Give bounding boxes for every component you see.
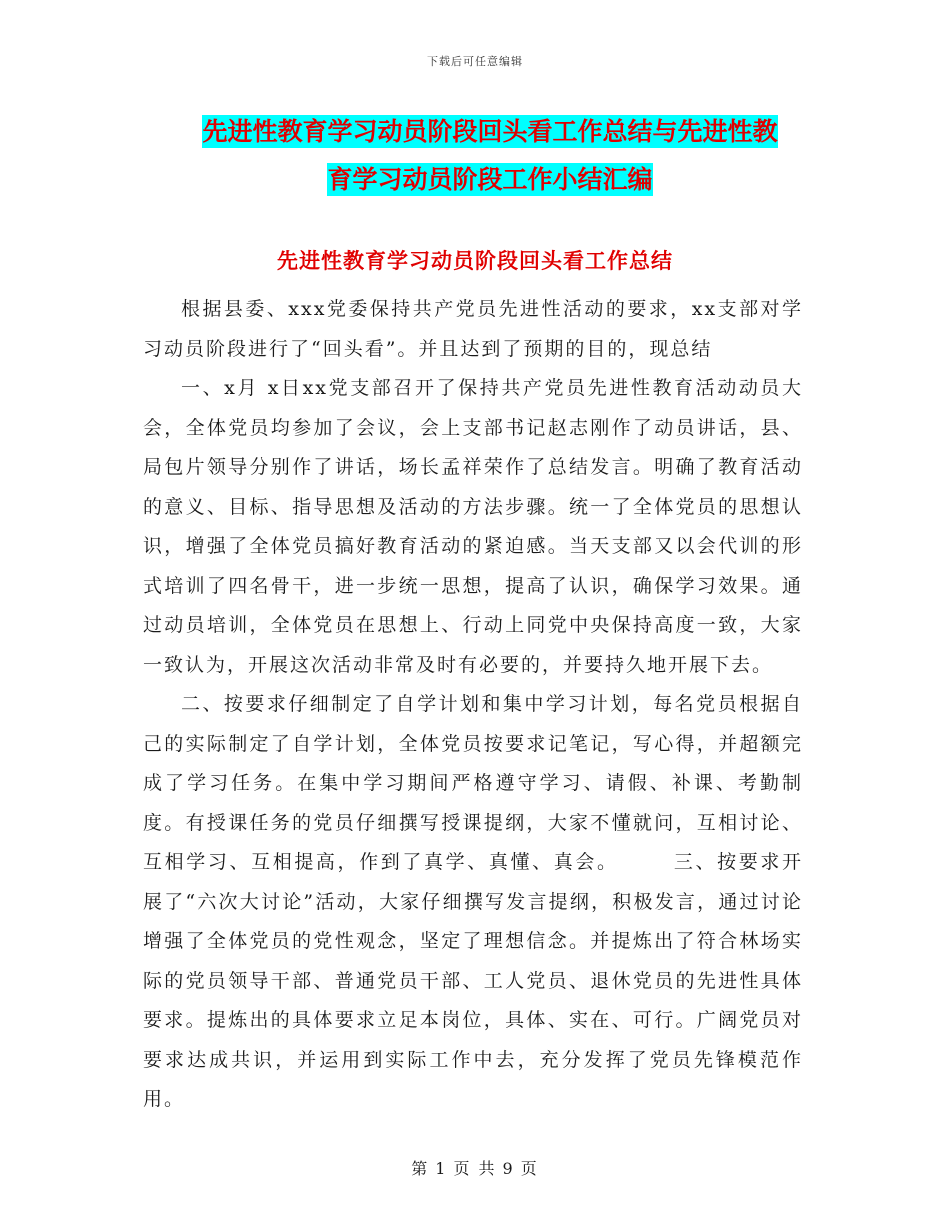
paragraph-item-2: 二、按要求仔细制定了自学计划和集中学习计划，每名党员根据自己的实际制定了自学计划，全体党员按要求记笔记，写心得，并超额完成了学习任务。在集中学习期间严格遵守学习、请假、补课、考勤制度。有授课任务的党员仔细撰写授课提纲，大家不懂就问，互相讨论、互相学习、互相提高，作到了真学、真懂、真会。 三、按要求开展了“六次大讨论”活动，大家仔细撰写发言提纲，积极发言，通过讨论增强了全体党员的党性观念，坚定了理想信念。并提炼出了符合林场实际的党员领导干部、普通党员干部、工人党员、退休党员的先进性具体要求。提炼出的具体要求立足本岗位，具体、实在、可行。广阔党员对要求达成共识，并运用到实际工作中去，充分发挥了党员先锋模范作用。 [143, 693, 803, 1110]
document-title-line-2: 育学习动员阶段工作小结汇编 [327, 165, 653, 194]
paragraph-intro: 根据县委、xxx党委保持共产党员先进性活动的要求，xx支部对学习动员阶段进行了“回头看”。并且达到了预期的目的，现总结 [143, 298, 803, 360]
document-title-line-1: 先进性教育学习动员阶段回头看工作总结与先进性教 [202, 117, 778, 146]
footer-total-pages: 9 [502, 1159, 515, 1178]
footer-middle: 页 共 [453, 1159, 497, 1178]
page-header-note: 下载后可任意编辑 [427, 55, 523, 68]
footer-suffix: 页 [520, 1159, 539, 1178]
footer-prefix: 第 [411, 1159, 430, 1178]
footer-current-page: 1 [435, 1159, 448, 1178]
paragraph-item-1: 一、x月 x日xx党支部召开了保持共产党员先进性教育活动动员大会，全体党员均参加了会议，会上支部书记赵志刚作了动员讲话，县、局包片领导分别作了讲话，场长孟祥荣作了总结发言。明确了教育活动的意义、目标、指导思想及活动的方法步骤。统一了全体党员的思想认识，增强了全体党员搞好教育活动的紧迫感。当天支部又以会代训的形式培训了四名骨干，进一步统一思想，提高了认识，确保学习效果。通过动员培训，全体党员在思想上、行动上同党中央保持高度一致，大家一致认为，开展这次活动非常及时有必要的，并要持久地开展下去。 [143, 377, 803, 676]
document-body [143, 290, 803, 1120]
page-footer [0, 1156, 950, 1179]
document-title [150, 108, 830, 204]
section-title: 先进性教育学习动员阶段回头看工作总结 [277, 249, 673, 273]
